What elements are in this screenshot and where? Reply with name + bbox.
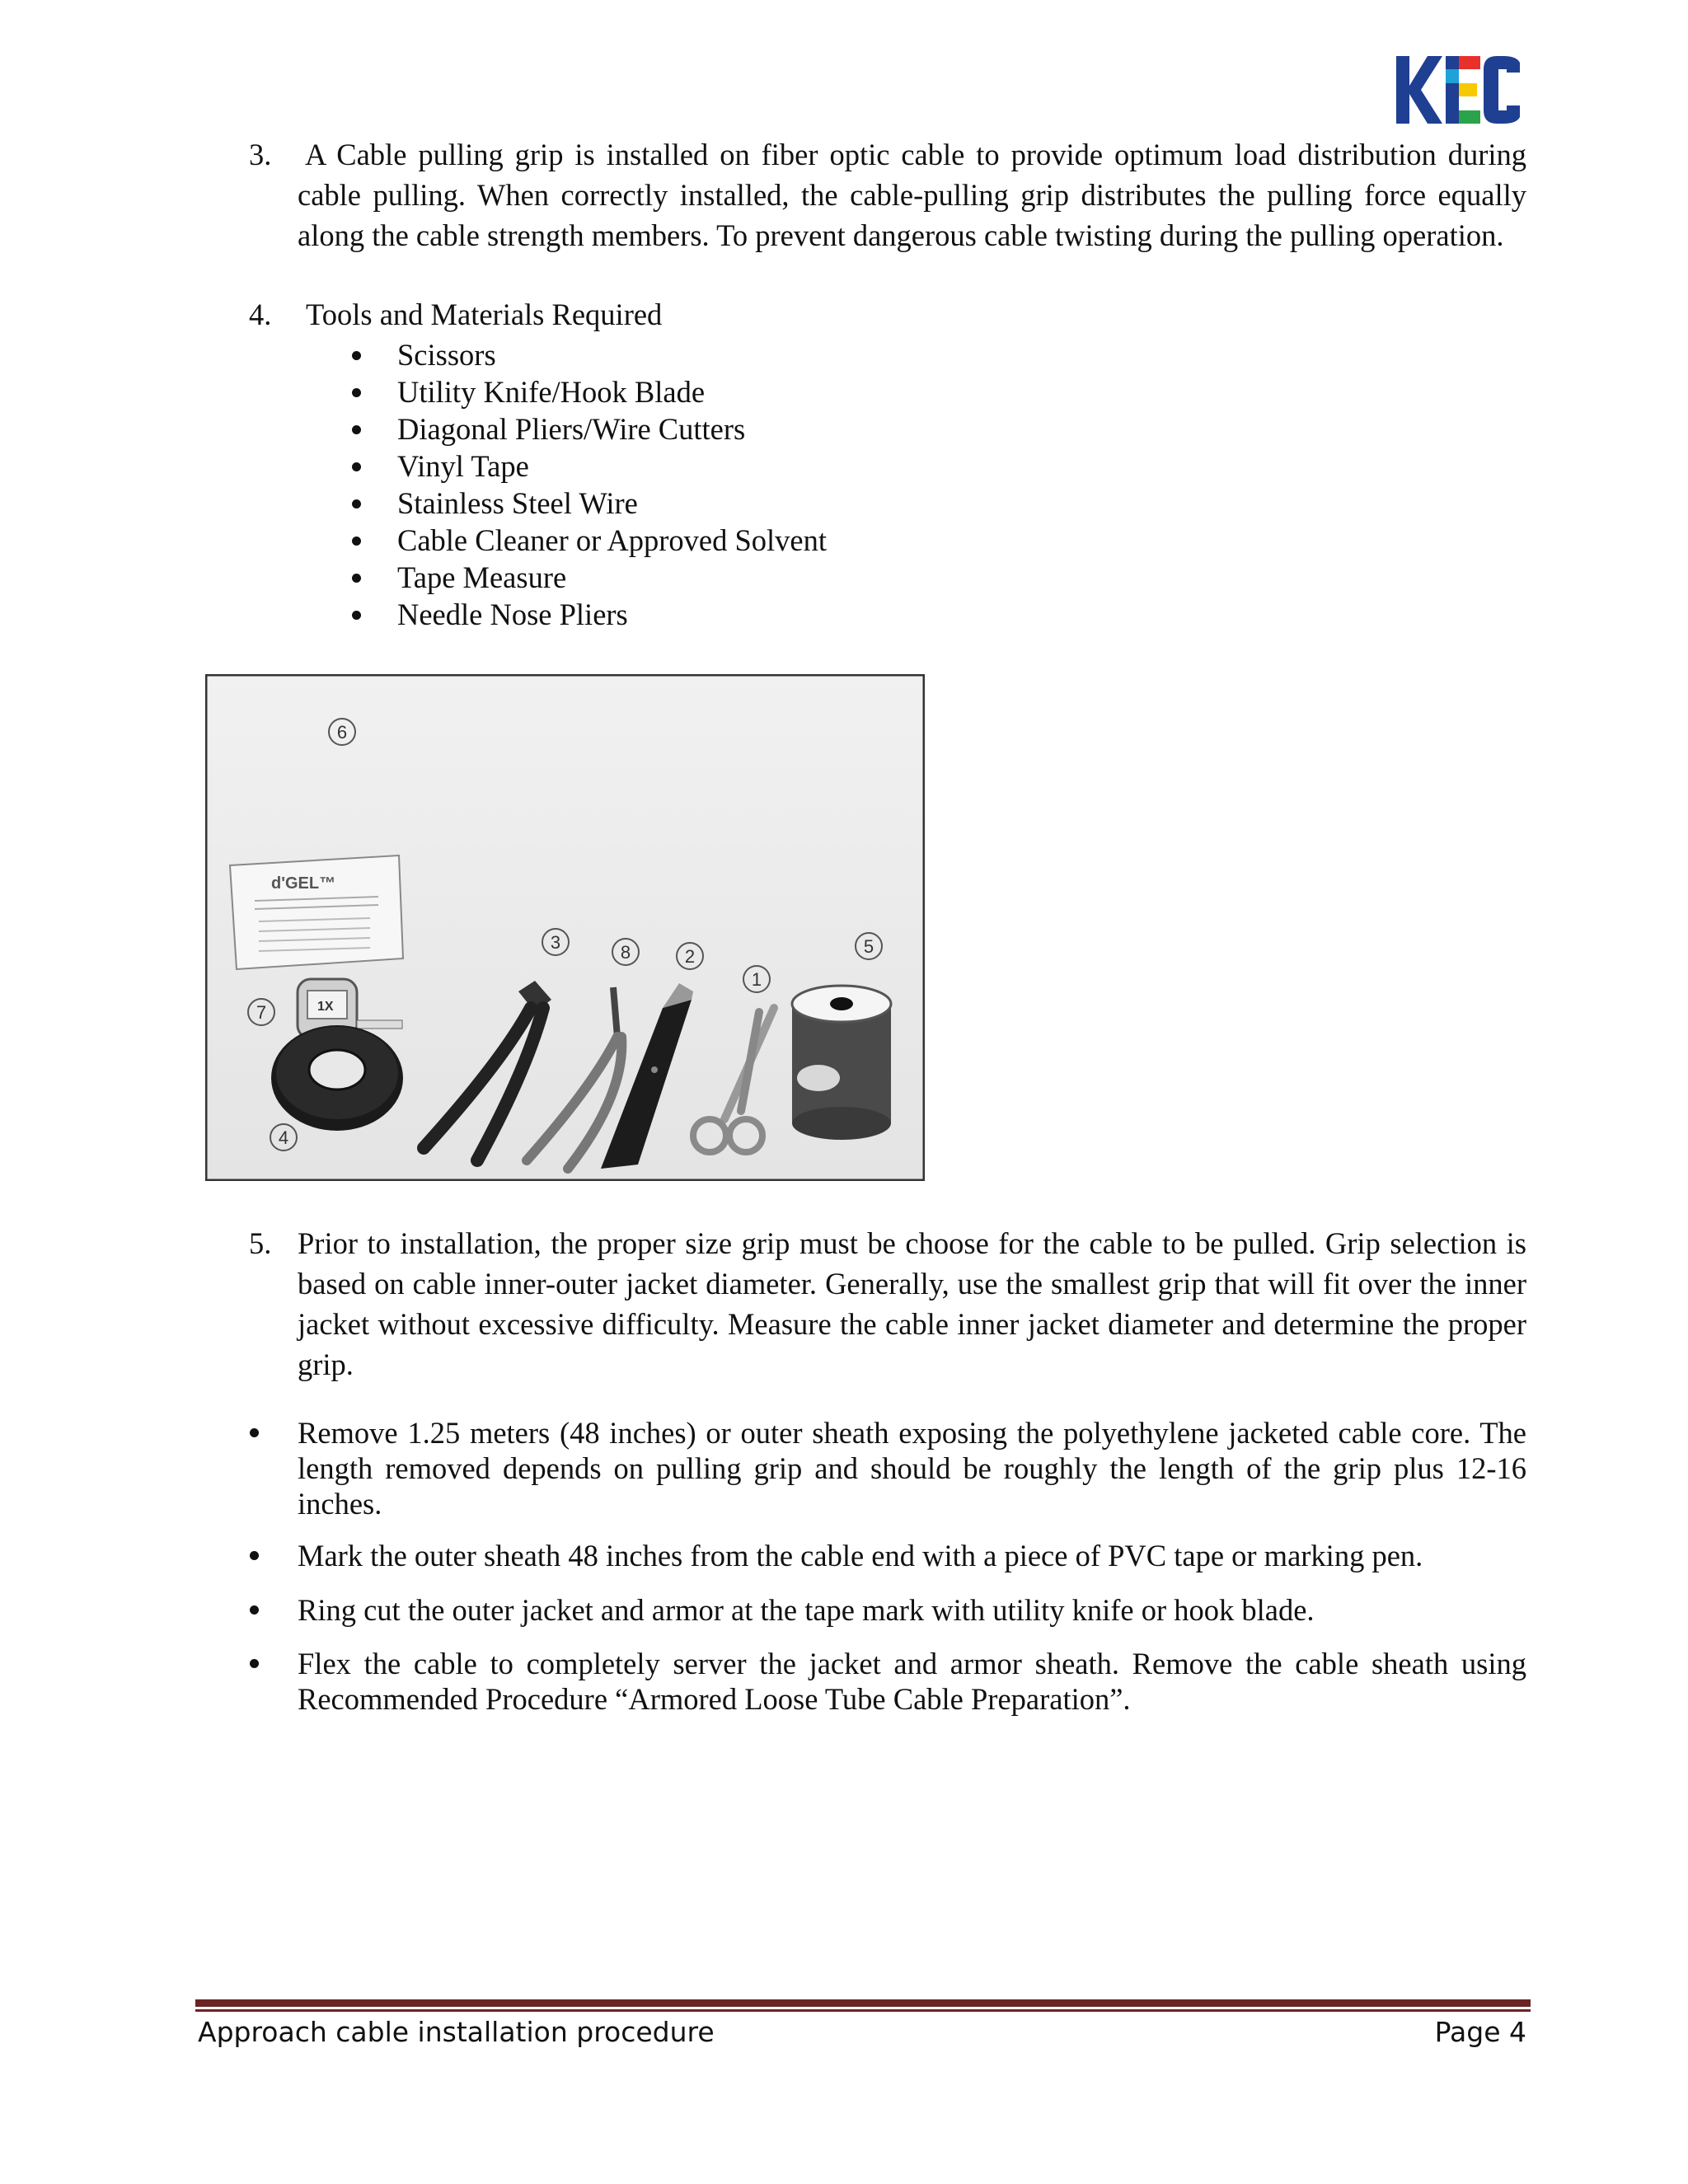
bullet-icon	[250, 1428, 259, 1437]
callout-3: 3	[550, 932, 561, 953]
bullet-icon	[250, 1551, 259, 1560]
item3-number: 3.	[249, 138, 272, 171]
bullet-icon	[250, 1605, 259, 1615]
bullet-icon	[250, 1659, 259, 1668]
item3-text: A Cable pulling grip is installed on fiber optic cable to provide optimum load distribution during cable pulling. When correctly installed, the cable-pulling grip distributes the pulling force equally along the cable strength members. To prevent dangerous cable twisting during the pulling operation.	[298, 138, 1526, 252]
wire-spool	[792, 986, 891, 1140]
callout-1: 1	[751, 969, 762, 990]
kec-logo	[1396, 56, 1520, 124]
callout-4: 4	[278, 1127, 289, 1148]
callout-2: 2	[684, 946, 696, 967]
footer-title: Approach cable installation procedure	[198, 2016, 715, 2048]
bullet-icon	[352, 574, 361, 583]
item4-number: 4.	[249, 298, 272, 331]
gel-box	[230, 855, 403, 969]
footer-rule	[195, 1999, 1531, 2007]
callout-6: 6	[336, 722, 348, 743]
box-label: d'GEL™	[271, 874, 336, 893]
bullet-icon	[352, 425, 361, 434]
callout-8: 8	[620, 942, 631, 963]
item5-text: Prior to installation, the proper size grip must be choose for the cable to be pulled. Grip selection is based on cable inner-outer jacket diameter. Generally, use the smallest grip that will fit over the inner jacket without excessive difficulty. Measure the cable inner jacket diameter and determine the proper grip.	[298, 1226, 1526, 1381]
tools-photo	[205, 674, 925, 1181]
item5-number: 5.	[249, 1226, 272, 1260]
callout-7: 7	[256, 1002, 267, 1023]
bullet-icon	[352, 351, 361, 360]
bullet-icon	[352, 537, 361, 546]
footer-rule-thin	[195, 2009, 1531, 2012]
vinyl-tape	[271, 1025, 403, 1131]
bullet-icon	[352, 611, 361, 620]
page-number: Page 4	[1434, 2016, 1526, 2048]
tools-heading: Tools and Materials Required	[306, 298, 663, 331]
bullet-icon	[352, 462, 361, 471]
bullet-icon	[352, 499, 361, 509]
bullet-icon	[352, 388, 361, 397]
callout-5: 5	[863, 936, 874, 957]
tape-label: 1X	[317, 1000, 334, 1014]
